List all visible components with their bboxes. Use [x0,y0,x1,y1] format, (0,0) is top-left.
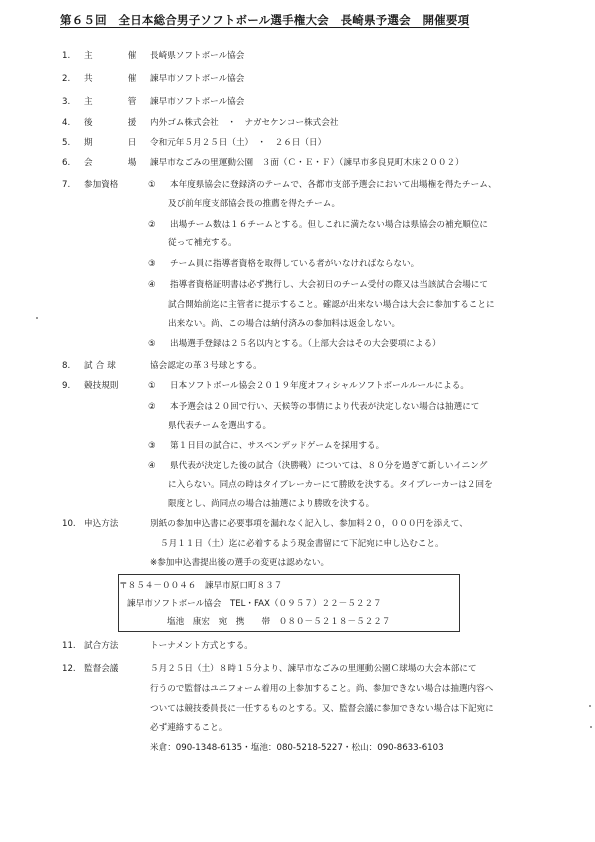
item-label: 主 催 [84,51,143,61]
item-label: 後 援 [84,118,143,128]
point-text: 及び前年度支部協会長の推薦を得たチーム。 [168,199,341,209]
item-row-organizer [0,50,595,64]
scan-speck [36,317,38,319]
scan-speck [590,726,592,728]
item-row-sponsors [0,117,595,131]
section-number: 10. [62,519,76,529]
point-continuation [0,237,595,251]
point-text: 限度とし、尚同点の場合は抽選により勝敗を決する。 [168,499,375,509]
point-marker: ④ [148,280,156,290]
section-eligibility [0,179,595,193]
item-number: 3. [62,97,71,107]
point-marker: ③ [148,441,156,451]
scan-speck [589,705,591,707]
point-row [0,258,595,272]
point-marker: ④ [148,461,156,471]
point-marker: ③ [148,259,156,269]
point-continuation [0,498,595,512]
item-value: 諫早市なごみの里運動公園 ３面（Ｃ・Ｅ・Ｆ）（諫早市多良見町木床２００２） [150,158,464,168]
section-text: ついては競技委員長に一任するものとする。又、監督会議に参加できない場合は下記宛に [150,704,494,714]
item-number: 6. [62,158,71,168]
section-managers-meeting [0,663,595,677]
section-number: 7. [62,180,71,190]
point-marker: ⑤ [148,339,156,349]
section-continuation [0,538,595,552]
point-row [0,460,595,474]
point-continuation [0,198,595,212]
section-label: 参加資格 [84,180,119,190]
section-number: 11. [62,641,76,651]
contact-numbers [0,742,595,756]
section-format [0,640,595,654]
point-row [0,279,595,293]
point-marker: ① [148,381,156,391]
address-line: 〒８５４－００４６ 諫早市原口町８３７ [119,581,283,591]
section-label: 申込方法 [84,519,119,529]
point-continuation [0,299,595,313]
item-label: 期 日 [84,138,143,148]
section-ball [0,360,595,374]
address-line: 塩池 康宏 宛 携 帯 ０８０－５２１８－５２２７ [167,617,391,627]
item-value: 内外ゴム株式会社 ・ ナガセケンコー株式会社 [150,118,339,128]
section-label: 試合方法 [84,641,119,651]
section-continuation [0,722,595,736]
point-marker: ② [148,220,156,230]
item-number: 5. [62,138,71,148]
note-text: ※参加申込書提出後の選手の変更は認めない。 [150,558,330,568]
section-value: トーナメント方式とする。 [150,641,253,651]
item-number: 1. [62,51,71,61]
point-text: 従って補充する。 [168,238,237,248]
section-text: 行うので監督はユニフォーム着用の上参加すること。尚、参加できない場合は抽選内容へ [150,684,494,694]
item-value: 諫早市ソフトボール協会 [150,97,245,107]
point-text: 出場選手登録は２５名以内とする。（上部大会はその大会要項による） [170,339,441,349]
item-row-dates [0,137,595,151]
section-number: 8. [62,361,71,371]
section-text: ５月２５日（土）８時１５分より、諫早市なごみの里運動公園Ｃ球場の大会本部にて [150,664,477,674]
section-label: 競技規則 [84,381,119,391]
point-text: 試合開始前迄に主管者に提示すること。確認が出来ない場合は大会に参加することに [168,300,495,310]
item-value: 令和元年５月２５日（土） ・ ２６日（日） [150,138,327,148]
point-text: 県代表チームを選出する。 [168,421,272,431]
section-note [0,557,595,571]
point-text: 出場チーム数は１６チームとする。但しこれに満たない場合は県協会の補充順位に [170,220,488,230]
section-rules [0,380,595,394]
section-label: 試合球 [84,361,119,371]
item-row-management [0,96,595,110]
section-text: ５月１１日（土）迄に必着するよう現金書留にて下記宛に申し込むこと。 [160,539,444,549]
section-continuation [0,683,595,697]
point-text: 出来ない。尚、この場合は納付済みの参加料は返金しない。 [168,319,401,329]
point-marker: ① [148,180,156,190]
section-text: 必ず連絡すること。 [150,723,228,733]
item-label: 主 管 [84,97,143,107]
point-row [0,440,595,454]
section-text: 別紙の参加申込書に必要事項を漏れなく記入し、参加料２０，０００円を添えて、 [150,519,468,529]
item-label: 会 場 [84,158,143,168]
address-line: 諫早市ソフトボール協会 TEL・FAX（０９５７）２２－５２２７ [127,599,382,609]
page-title: 第６５回 全日本総合男子ソフトボール選手権大会 長崎県予選会 開催要項 [60,13,470,27]
item-row-venue [0,157,595,171]
contact-text: 米倉：090-1348-6135・塩池：080-5218-5227・松山：090-8633-6103 [150,743,444,753]
point-text: 指導者資格証明書は必ず携行し、大会初日のチーム受付の際又は当該試合会場にて [170,280,488,290]
point-row [0,338,595,352]
item-value: 諫早市ソフトボール協会 [150,74,245,84]
point-row [0,219,595,233]
item-row-co-organizer [0,73,595,87]
section-number: 12. [62,664,76,674]
point-text: 第１日目の試合に、サスペンデッドゲームを採用する。 [170,441,385,451]
section-label: 監督会議 [84,664,119,674]
item-number: 2. [62,74,71,84]
point-row [0,401,595,415]
section-continuation [0,703,595,717]
item-label: 共 催 [84,74,143,84]
point-continuation [0,479,595,493]
point-text: チーム員に指導者資格を取得している者がいなければならない。 [170,259,420,269]
point-text: 日本ソフトボール協会２０１９年度オフィシャルソフトボールルールによる。 [170,381,469,391]
item-number: 4. [62,118,71,128]
item-value: 長崎県ソフトボール協会 [150,51,245,61]
section-application [0,518,595,532]
point-marker: ② [148,402,156,412]
address-box [118,574,460,632]
point-text: 本年度県協会に登録済のテームで、各都市支部予選会において出場権を得たチーム、 [170,180,497,190]
point-text: に入らない。同点の時はタイブレーカーにて勝敗を決する。タイブレーカーは２回を [168,480,493,490]
point-text: 本予選会は２０回で行い、天候等の事情により代表が決定しない場合は抽選にて [170,402,480,412]
point-continuation [0,318,595,332]
point-continuation [0,420,595,434]
section-value: 協会認定の革３号球とする。 [150,361,262,371]
section-number: 9. [62,381,71,391]
point-text: 県代表が決定した後の試合（決勝戦）については、８０分を過ぎて新しいイニング [170,461,488,471]
